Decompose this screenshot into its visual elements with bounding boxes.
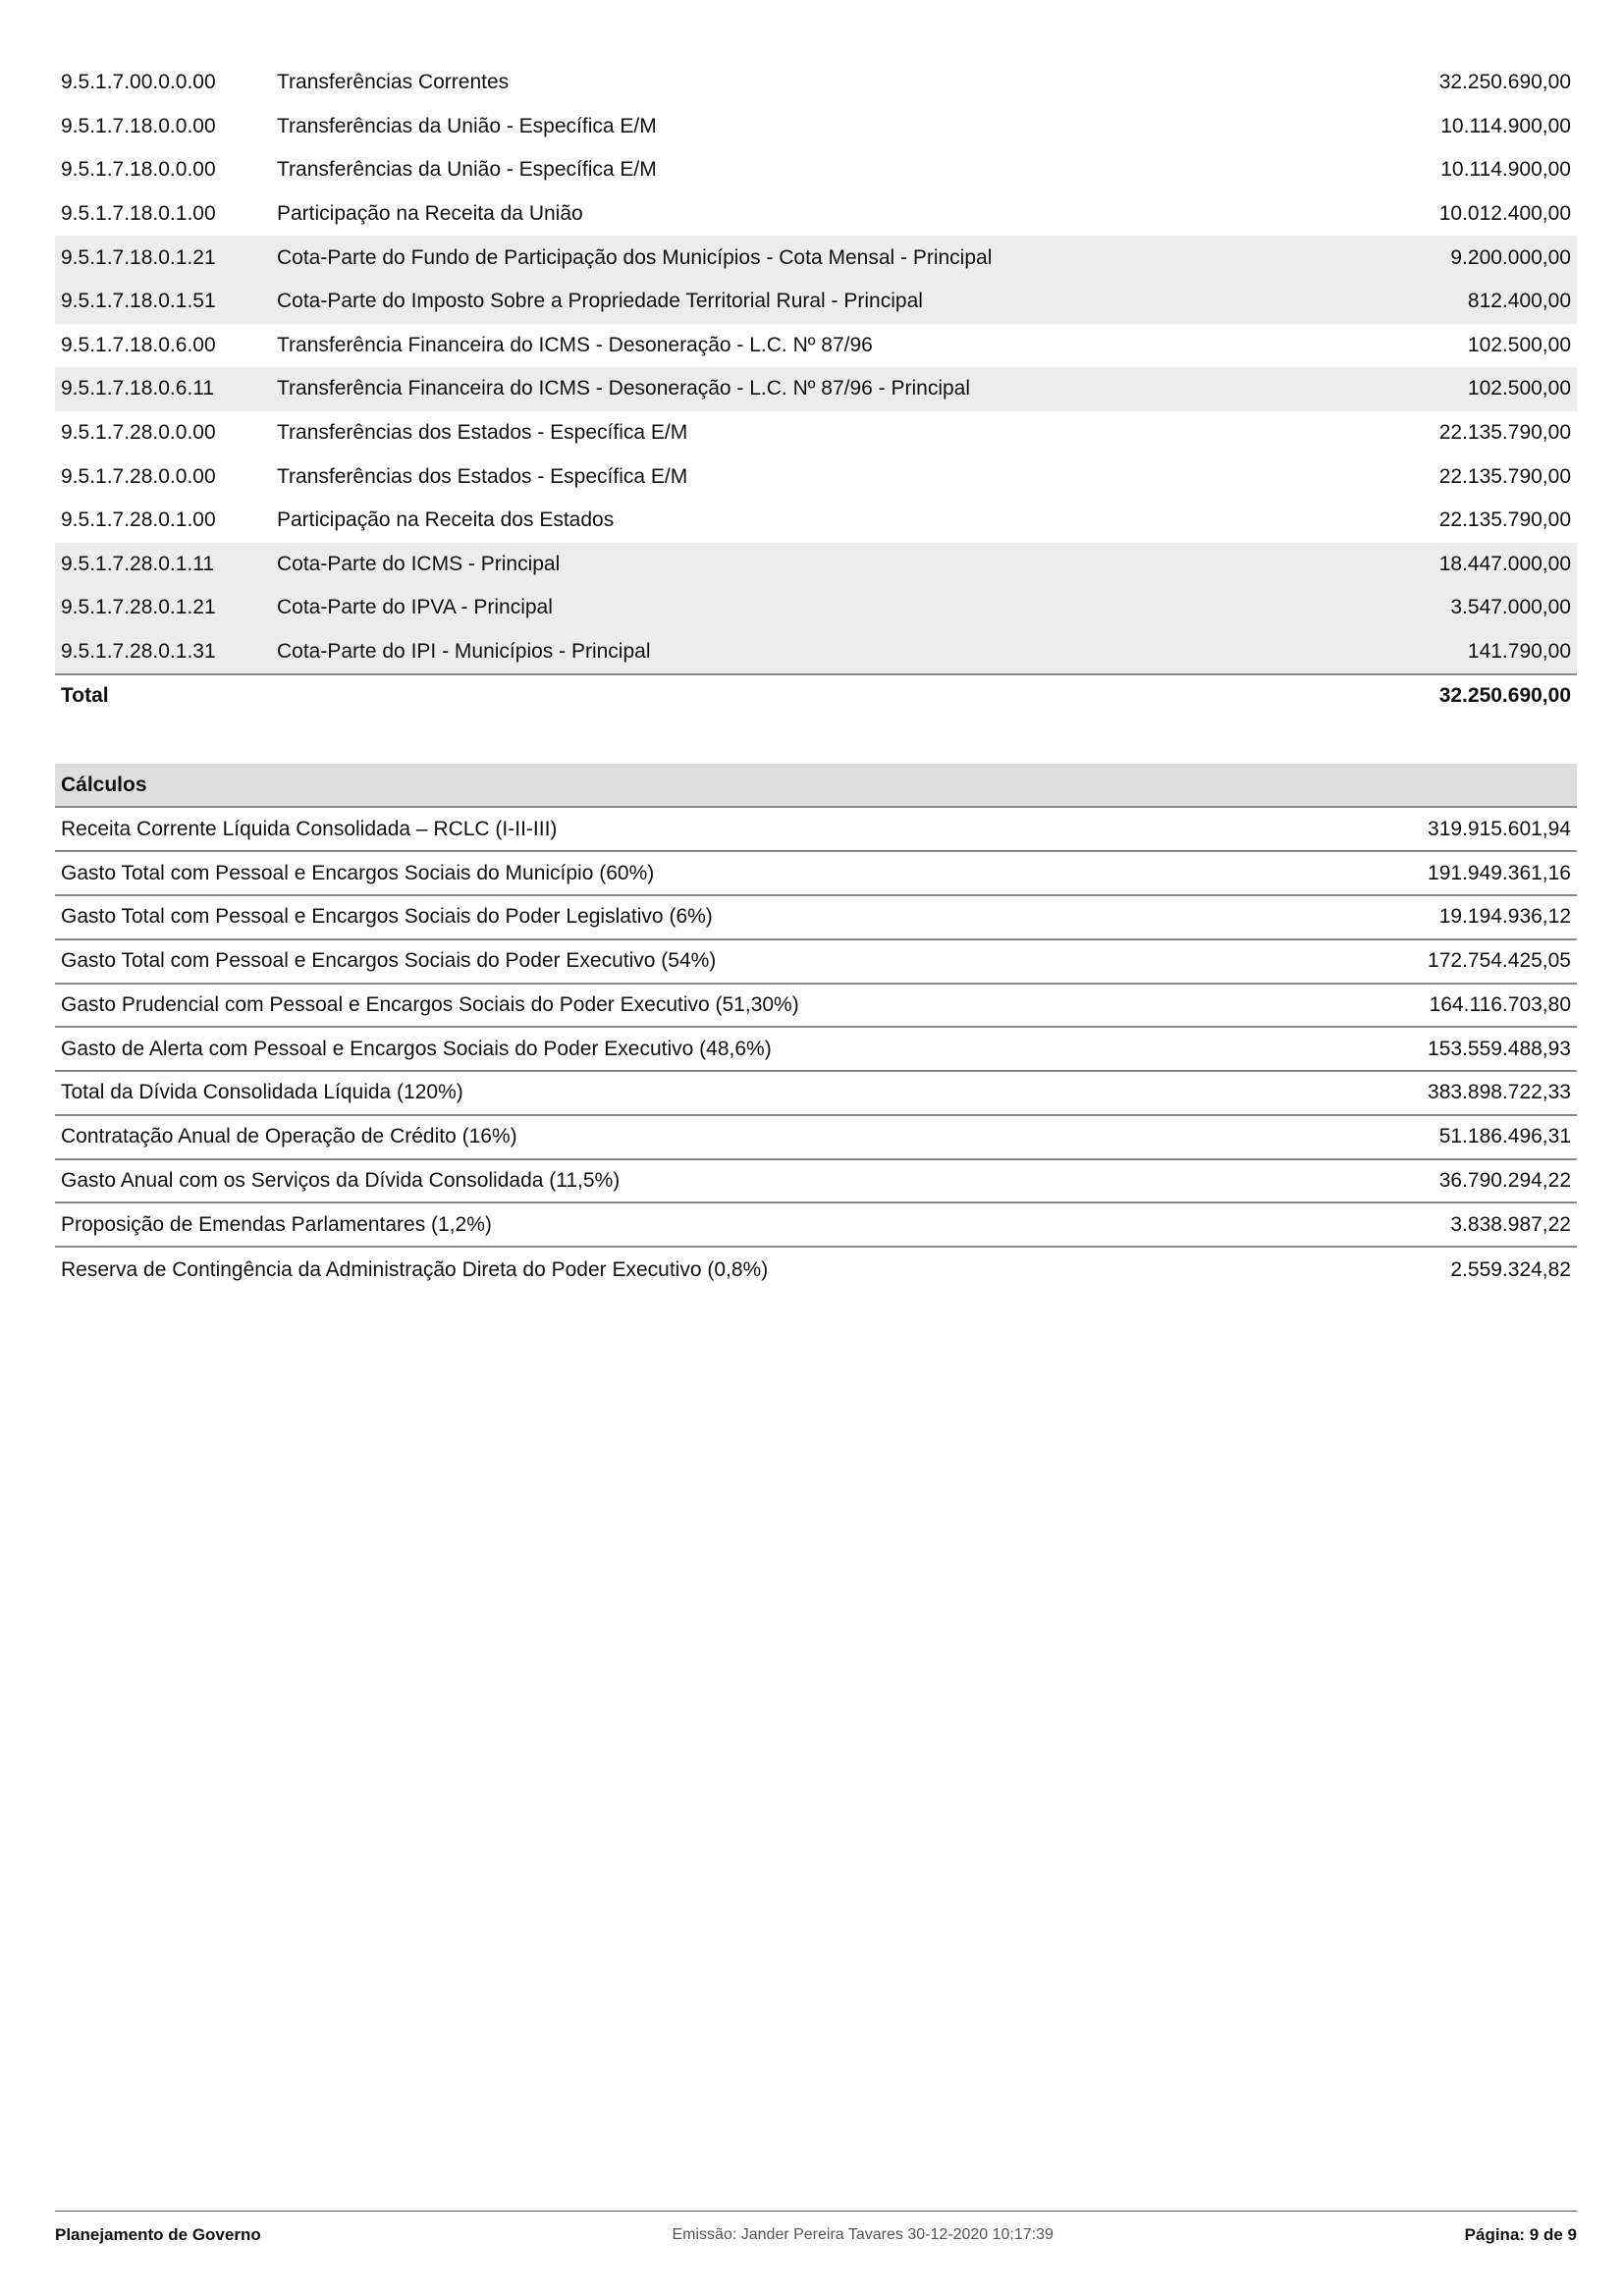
calculo-value: 172.754.425,05 [1428,949,1571,973]
row-description: Transferências da União - Específica E/M [277,114,657,137]
row-code: 9.5.1.7.28.0.1.11 [61,552,215,575]
row-description: Cota-Parte do Imposto Sobre a Propriedade Territorial Rural - Principal [277,290,923,313]
calculo-row [55,1116,1577,1160]
calculo-label: Gasto Total com Pessoal e Encargos Sociais do Município (60%) [61,861,655,884]
row-description: Cota-Parte do IPI - Municípios - Principal [277,640,651,664]
calculo-row [55,1072,1577,1116]
calculo-value: 2.559.324,82 [1450,1257,1571,1281]
calculo-row [55,1203,1577,1248]
row-description: Transferências Correntes [277,71,510,94]
calculo-label: Reserva de Contingência da Administração Direta do Poder Executivo (0,8%) [61,1257,769,1281]
calculo-value: 153.559.488,93 [1428,1037,1571,1060]
row-code: 9.5.1.7.18.0.1.00 [61,202,216,226]
table-row [55,499,1577,543]
row-description: Cota-Parte do ICMS - Principal [277,552,561,575]
total-label: Total [61,684,109,708]
table-row [55,411,1577,455]
row-description: Transferências dos Estados - Específica E/M [277,421,688,445]
calculo-label: Proposição de Emendas Parlamentares (1,2%) [61,1212,492,1236]
row-value: 102.500,00 [1467,377,1571,400]
table-row [55,105,1577,149]
row-code: 9.5.1.7.18.0.6.11 [61,377,215,400]
calculo-row [55,985,1577,1029]
row-value: 10.114.900,00 [1440,114,1571,137]
row-description: Participação na Receita dos Estados [277,508,615,532]
calculo-label: Gasto Prudencial com Pessoal e Encargos Sociais do Poder Executivo (51,30%) [61,992,799,1016]
row-value: 22.135.790,00 [1438,508,1571,532]
row-value: 141.790,00 [1467,640,1571,664]
row-description: Transferências da União - Específica E/M [277,158,657,182]
row-code: 9.5.1.7.18.0.1.51 [61,290,216,313]
calculo-label: Receita Corrente Líquida Consolidada – RCLC (I-II-III) [61,817,558,840]
calculo-row [55,940,1577,985]
footer-emission: Emissão: Jander Pereira Tavares 30-12-2020 10:17:39 [672,2226,1054,2243]
table-row [55,367,1577,411]
row-code: 9.5.1.7.28.0.0.00 [61,464,216,488]
calculo-row [55,1248,1577,1292]
row-value: 102.500,00 [1467,333,1571,356]
row-value: 32.250.690,00 [1438,71,1571,94]
calculo-row [55,852,1577,896]
row-description: Transferência Financeira do ICMS - Desoneração - L.C. Nº 87/96 [277,333,873,356]
table-row [55,630,1577,674]
calculo-row [55,896,1577,940]
row-code: 9.5.1.7.18.0.0.00 [61,158,216,182]
table-row [55,454,1577,499]
row-value: 18.447.000,00 [1438,552,1571,575]
row-code: 9.5.1.7.28.0.1.21 [61,596,216,619]
table-row [55,586,1577,630]
calculo-label: Gasto Total com Pessoal e Encargos Sociais do Poder Legislativo (6%) [61,905,713,929]
footer-page-number: Página: 9 de 9 [1464,2225,1577,2244]
row-description: Cota-Parte do Fundo de Participação dos Municípios - Cota Mensal - Principal [277,245,993,269]
calculo-value: 319.915.601,94 [1428,817,1571,840]
row-value: 3.547.000,00 [1450,596,1571,619]
row-code: 9.5.1.7.28.0.1.31 [61,640,216,664]
row-value: 22.135.790,00 [1438,464,1571,488]
row-value: 22.135.790,00 [1438,421,1571,445]
calculo-row [55,1028,1577,1072]
table-row [55,543,1577,587]
row-description: Cota-Parte do IPVA - Principal [277,596,553,619]
calculo-value: 164.116.703,80 [1429,992,1571,1016]
calculos-rows [55,808,1577,1292]
table-row [55,236,1577,280]
calculo-value: 383.898.722,33 [1428,1081,1571,1104]
calculo-value: 19.194.936,12 [1438,905,1571,929]
calculo-label: Total da Dívida Consolidada Líquida (120%) [61,1081,463,1104]
calculo-row [55,808,1577,852]
row-code: 9.5.1.7.18.0.0.00 [61,114,216,137]
table-row [55,192,1577,237]
calculo-value: 3.838.987,22 [1450,1212,1571,1236]
footer-system-name: Planejamento de Governo [55,2225,261,2244]
row-description: Transferência Financeira do ICMS - Desoneração - L.C. Nº 87/96 - Principal [277,377,971,400]
calculo-value: 36.790.294,22 [1438,1169,1571,1193]
table-row [55,148,1577,192]
revenue-table [55,61,1577,673]
total-value: 32.250.690,00 [1438,684,1571,708]
row-code: 9.5.1.7.28.0.1.00 [61,508,216,532]
total-row [55,673,1577,717]
calculos-header: Cálculos [55,764,1577,808]
calculo-value: 191.949.361,16 [1428,861,1571,884]
row-value: 812.400,00 [1467,290,1571,313]
table-row [55,324,1577,368]
row-code: 9.5.1.7.18.0.6.00 [61,333,216,356]
row-value: 10.114.900,00 [1440,158,1571,182]
calculo-label: Gasto Total com Pessoal e Encargos Sociais do Poder Executivo (54%) [61,949,717,973]
calculos-section [55,764,1577,1292]
row-description: Participação na Receita da União [277,202,583,226]
page-content [55,61,1577,1292]
row-value: 9.200.000,00 [1450,245,1571,269]
page-footer [55,2211,1577,2245]
table-row [55,61,1577,105]
table-row [55,280,1577,324]
row-code: 9.5.1.7.28.0.0.00 [61,421,216,445]
calculo-label: Gasto de Alerta com Pessoal e Encargos Sociais do Poder Executivo (48,6%) [61,1037,772,1060]
calculo-label: Gasto Anual com os Serviços da Dívida Consolidada (11,5%) [61,1169,621,1193]
row-code: 9.5.1.7.18.0.1.21 [61,245,216,269]
calculo-row [55,1160,1577,1204]
calculo-value: 51.186.496,31 [1438,1125,1571,1148]
row-value: 10.012.400,00 [1438,202,1571,226]
row-code: 9.5.1.7.00.0.0.00 [61,71,216,94]
calculo-label: Contratação Anual de Operação de Crédito (16%) [61,1125,517,1148]
row-description: Transferências dos Estados - Específica E/M [277,464,688,488]
